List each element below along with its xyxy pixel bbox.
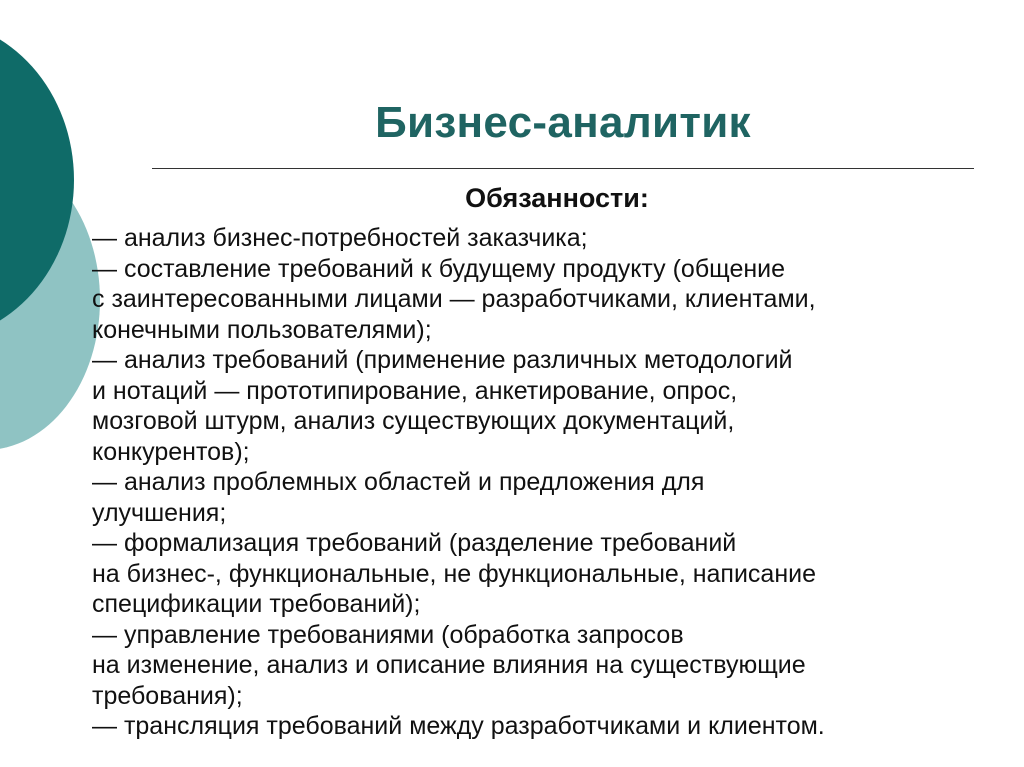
- title-divider: [152, 168, 974, 169]
- duty-line: конечными пользователями);: [92, 315, 432, 344]
- duty-line: на изменение, анализ и описание влияния на существующие: [92, 651, 806, 679]
- duty-line: — анализ проблемных областей и предложения для: [92, 468, 705, 496]
- duty-line: — формализация требований (разделение требований: [92, 529, 737, 557]
- duty-line: требования);: [92, 681, 243, 710]
- duty-line: — анализ бизнес-потребностей заказчика;: [92, 224, 588, 252]
- slide-title: Бизнес-аналитик: [375, 98, 751, 147]
- duty-line: — составление требований к будущему продукту (общение: [92, 254, 786, 283]
- duty-line: конкурентов);: [92, 437, 250, 466]
- duties-list: [92, 223, 1017, 742]
- slide-subtitle: Обязанности:: [465, 183, 649, 213]
- duty-line: улучшения;: [92, 498, 227, 527]
- duty-line: спецификации требований);: [92, 590, 421, 618]
- duty-line: мозговой штурм, анализ существующих документаций,: [92, 407, 735, 435]
- duty-line: — трансляция требований между разработчиками и клиентом.: [92, 712, 825, 740]
- duty-line: с заинтересованными лицами — разработчиками, клиентами,: [92, 285, 816, 313]
- duty-line: — управление требованиями (обработка запросов: [92, 620, 684, 649]
- duty-line: и нотаций — прототипирование, анкетирование, опрос,: [92, 376, 738, 405]
- duty-line: — анализ требований (применение различных методологий: [92, 346, 793, 374]
- duty-line: на бизнес-, функциональные, не функциональные, написание: [92, 559, 816, 588]
